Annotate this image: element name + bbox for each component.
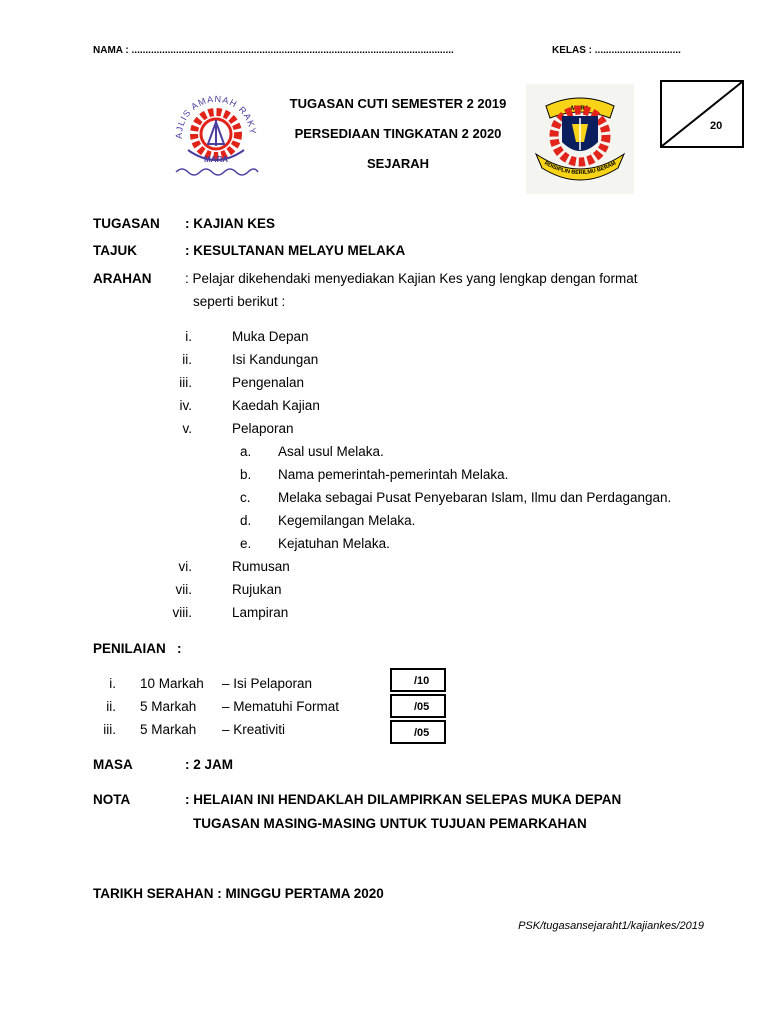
total-score-box: [660, 80, 744, 148]
school-crest-logo: [526, 84, 634, 194]
crest-banner-text: RDISIPLIN BERILMU BERAM: [543, 160, 618, 177]
list-item-num: v.: [182, 421, 192, 436]
list-item: Pengenalan: [232, 375, 305, 390]
penilaian-marks: 5 Markah: [140, 722, 197, 737]
arahan-label: ARAHAN: [93, 271, 152, 286]
mark-box: /05: [390, 720, 446, 744]
mara-logo: [168, 84, 264, 180]
nota-label: NOTA: [93, 792, 131, 807]
nota-line-1: : HELAIAN INI HENDAKLAH DILAMPIRKAN SELEPAS MUKA DEPAN: [185, 792, 622, 807]
penilaian-label: PENILAIAN :: [93, 641, 182, 656]
footer-code: PSK/tugasansejaraht1/kajiankes/2019: [518, 920, 704, 932]
penilaian-num: i.: [109, 676, 116, 691]
sub-item: Kejatuhan Melaka.: [278, 536, 390, 551]
mark-box: /05: [390, 694, 446, 718]
tajuk-value: : KESULTANAN MELAYU MELAKA: [185, 243, 406, 258]
penilaian-marks: 10 Markah: [140, 676, 204, 691]
sub-item-num: d.: [240, 513, 252, 528]
arahan-line-2: seperti berikut :: [193, 294, 286, 309]
list-item-num: viii.: [172, 605, 192, 620]
list-item: Pelaporan: [232, 421, 294, 436]
sub-item-num: a.: [240, 444, 252, 459]
list-item: Muka Depan: [232, 329, 309, 344]
sub-item-num: b.: [240, 467, 252, 482]
penilaian-desc: – Kreativiti: [222, 722, 286, 737]
penilaian-num: iii.: [103, 722, 116, 737]
list-item-num: vi.: [178, 559, 192, 574]
nama-field: NAMA : ....................................................................................................................: [93, 45, 454, 56]
sub-item-num: c.: [240, 490, 251, 505]
mara-bottom-text: MARA: [204, 155, 228, 164]
tugasan-value: : KAJIAN KES: [185, 216, 276, 231]
list-item: Rujukan: [232, 582, 282, 597]
masa-label: MASA: [93, 757, 133, 772]
tugasan-label: TUGASAN: [93, 216, 160, 231]
list-item-num: ii.: [182, 352, 192, 367]
sub-item-num: e.: [240, 536, 252, 551]
mark-box: /10: [390, 668, 446, 692]
tarikh-serahan: TARIKH SERAHAN : MINGGU PERTAMA 2020: [93, 886, 384, 901]
penilaian-desc: – Isi Pelaporan: [222, 676, 313, 691]
masa-value: : 2 JAM: [185, 757, 234, 772]
sub-item: Kegemilangan Melaka.: [278, 513, 416, 528]
list-item: Isi Kandungan: [232, 352, 319, 367]
list-item: Lampiran: [232, 605, 289, 620]
total-score: 20: [710, 120, 723, 132]
crest-top-text: MARA: [571, 106, 589, 112]
penilaian-marks: 5 Markah: [140, 699, 197, 714]
tajuk-label: TAJUK: [93, 243, 138, 258]
mara-arc-text: AJLIS AMANAH RAKY: [173, 93, 259, 139]
arahan-line-1: : Pelajar dikehendaki menyediakan Kajian Kes yang lengkap dengan format: [185, 271, 638, 286]
title-line-1: TUGASAN CUTI SEMESTER 2 2019: [289, 96, 507, 111]
penilaian-num: ii.: [106, 699, 116, 714]
list-item-num: iii.: [179, 375, 192, 390]
list-item-num: i.: [185, 329, 192, 344]
kelas-field: KELAS : ...............................: [552, 45, 681, 56]
title-line-3: SEJARAH: [366, 156, 430, 171]
sub-item: Asal usul Melaka.: [278, 444, 384, 459]
list-item: Rumusan: [232, 559, 290, 574]
list-item: Kaedah Kajian: [232, 398, 320, 413]
sub-item: Melaka sebagai Pusat Penyebaran Islam, Ilmu dan Perdagangan.: [278, 490, 672, 505]
penilaian-desc: – Mematuhi Format: [222, 699, 340, 714]
title-line-2: PERSEDIAAN TINGKATAN 2 2020: [294, 126, 502, 141]
list-item-num: vii.: [175, 582, 192, 597]
list-item-num: iv.: [179, 398, 192, 413]
nota-line-2: TUGASAN MASING-MASING UNTUK TUJUAN PEMARKAHAN: [193, 816, 587, 831]
sub-item: Nama pemerintah-pemerintah Melaka.: [278, 467, 509, 482]
